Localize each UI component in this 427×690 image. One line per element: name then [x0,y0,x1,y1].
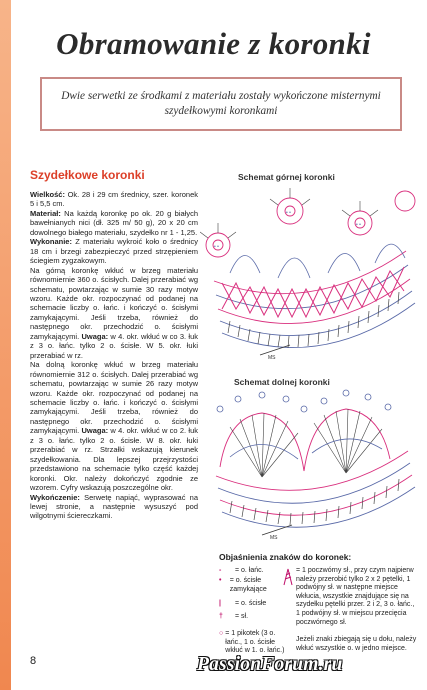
intro-text: Dwie serwetki ze środkami z materiału zostały wykończone misternymi szydełkowymi koronkami [61,90,381,117]
legend-item-slip: • = o. ścisłe zamykające [219,577,267,593]
ms-label-bottom: MS [270,535,278,541]
paragraph-execution: Wykonanie: Z materiału wykroić koło o średnicy 18 cm i brzegi zabezpieczyć przed strzępieniem ściegiem zygzakowym. [30,237,198,266]
quad-treble-symbol-icon [282,567,294,587]
orange-edge-band [0,0,11,690]
legend-note-text: Jeżeli znaki zbiegają się u dołu, należy wkłuć wszystkie o. w jedno miejsce. [296,636,417,652]
svg-text:• •: • • [356,222,361,228]
legend-item-sc: | = o. ścisłe [219,600,267,607]
diagram-bottom-title: Schemat dolnej koronki [234,377,330,387]
intro-box [40,77,402,131]
page-number: 8 [30,655,37,667]
instructions-column [30,168,198,521]
slip-stitch-symbol-icon: • [219,577,222,584]
diagram-top-title: Schemat górnej koronki [238,172,335,182]
legend-item-chain: - = o. łańc. [219,567,264,574]
svg-text:• •: • • [286,210,291,216]
double-crochet-symbol-icon: † [219,613,223,620]
single-crochet-symbol-icon: | [219,600,221,607]
legend-title: Objaśnienia znaków do koronek: [219,552,352,562]
picot-symbol-icon: ○ [219,630,224,637]
chain-symbol-icon: - [219,567,222,574]
paragraph-bottom-lace: Na dolną koronkę wkłuć w brzeg materiału równomiernie 312 o. ścisłych. Dalej przerabiać wg schematu, powtarzając w sumie 26 razy motyw wzoru. Każde okr. rozpoczynać od podanej na schemacie liczby o. łańc. i kończyć o. ścisłymi zamykającymi. Jeśli trzeba, również do następnego okr. przechodzić o. ścisłymi zamykającymi. Uwaga: w 4. okr. wkłuć w co 2. łuk z 3 o. łańc. tylko 2 o. ścisłe. W 8. okr. łuki przerabiać w rz. Strzałki wskazują kierunek szydełkowania. Dla lepszej przejrzystości przedstawiono na schemacie tylko część każdej koronki. Okr. należy dokończyć zgodnie ze wzorem. Cyfry wskazują poszczególne okr. [30,360,198,493]
paragraph-material: Materiał: Na każdą koronkę po ok. 20 g białych bawełnianych nici (dł. 325 m/ 50 g), 20 x 20 cm dowolnego białego materiału, szydełko nr 1 - 1,25. [30,208,198,237]
legend-item-dc: † = sł. [219,613,249,620]
page-title: Obramowanie z koronki [56,26,371,61]
svg-text:• •: • • [214,244,219,250]
watermark-logo: PassionForum.ru [197,654,343,675]
paragraph-top-lace: Na górną koronkę wkłuć w brzeg materiału równomiernie 360 o. ścisłych. Dalej przerabiać wg schematu, powtarzając w sumie 30 razy motyw wzoru. Każde okr. rozpoczynać od podanej na schemacie liczby o. łańc. i kończyć o. ścisłymi zamykającymi. Jeśli trzeba, również do następnego okr. przechodzić o. ścisłymi zamykającymi. Uwaga: w 4. okr. wkłuć w co 3. łuk z 3 o. łańc. tylko 2 o. ścisłe. W 5. okr. łuki przerabiać w rz. [30,265,198,360]
paragraph-size: Wielkość: Ok. 28 i 29 cm średnicy, szer. koronek 5 i 5,5 cm. [30,190,198,209]
legend-quad-treble-text: = 1 poczwórny sł., przy czym najpierw należy przerobić tylko 2 x 2 pętelki, 1 podwójny sł. w następne miejsce wkłucia, wszystkie znajdujące się na szydełku pętelki przer. 2 i 2, 3 o. łańc., 1 podwójny sł. w miejscu przecięcia poczwórnego sł. [296,567,415,626]
paragraph-finishing: Wykończenie: Serwetę napiąć, wyprasować na lewej stronie, a następnie wysuszyć pod wilgotnymi ściereczkami. [30,492,198,521]
legend-item-picot: ○ = 1 pikotek (3 o. łańc., 1 o. ścisłe wkłuć w 1. o. łańc.) [219,630,285,655]
ms-label-top: MS [268,355,276,361]
section-title: Szydełkowe koronki [30,168,145,182]
bottom-lace-diagram [200,387,424,545]
top-lace-diagram [200,183,424,368]
